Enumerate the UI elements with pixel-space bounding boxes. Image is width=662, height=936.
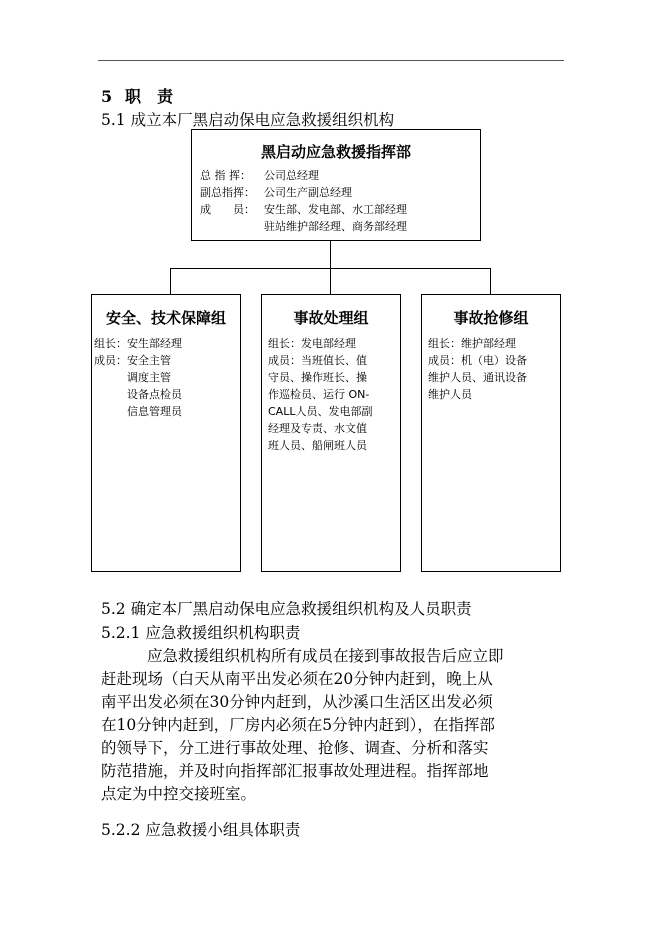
member-line: 班人员、船闸班人员 [268, 439, 367, 452]
group-title: 事故处理组 [293, 309, 369, 327]
member-line: 当班值长、值 [301, 354, 367, 367]
subsection-5-2-1: 5.2.1 应急救援组织机构职责 [101, 624, 301, 642]
member-line: 调度主管 [127, 371, 171, 384]
hq-row [200, 167, 407, 184]
leader-label: 组长： [94, 337, 127, 350]
members-row [94, 352, 182, 420]
member-line: 维护人员、通讯设备 [428, 371, 527, 384]
member-line: 设备点检员 [127, 388, 182, 401]
para-line: 点定为中控交接班室。 [101, 785, 257, 803]
para-line: 赶赴现场（白天从南平出发必须在20分钟内赶到，晚上从 [101, 670, 493, 688]
connector-right [490, 268, 491, 294]
subsection-5-1: 5.1 成立本厂黑启动保电应急救援组织机构 [101, 111, 395, 129]
subsection-5-2-2: 5.2.2 应急救援小组具体职责 [101, 821, 301, 839]
group-body [268, 335, 398, 454]
group-box-safety [91, 294, 241, 572]
hq-row [200, 184, 407, 201]
hq-value: 公司总经理 [264, 169, 319, 182]
hq-value: 安生部、发电部、水工部经理 [264, 203, 407, 216]
group-title: 安全、技术保障组 [105, 309, 226, 327]
members-label: 成员： [268, 354, 301, 367]
group-box-incident [261, 294, 401, 572]
members-label: 成员： [94, 354, 127, 367]
group-body [428, 335, 558, 403]
para-line: 防范措施，并及时向指挥部汇报事故处理进程。指挥部地 [101, 762, 489, 780]
connector-left [170, 268, 171, 294]
group-title: 事故抢修组 [453, 309, 529, 327]
members-label: 成员： [428, 354, 461, 367]
member-line: 维护人员 [428, 388, 472, 401]
member-line: 信息管理员 [127, 405, 182, 418]
hq-title: 黑启动应急救援指挥部 [260, 143, 411, 161]
leader-label: 组长： [268, 337, 301, 350]
member-line: 机（电）设备 [461, 354, 527, 367]
group-box-repair [421, 294, 561, 572]
member-line: 经理及专责、水文值 [268, 422, 367, 435]
member-line: 安全主管 [127, 354, 171, 367]
para-line: 的领导下，分工进行事故处理、抢修、调查、分析和落实 [101, 739, 489, 757]
leader-value: 安生部经理 [127, 337, 182, 350]
hq-box [191, 129, 481, 241]
para-line [101, 645, 549, 668]
members-block [428, 352, 558, 403]
responsibility-paragraph [101, 645, 549, 806]
hq-members [200, 167, 407, 235]
para-line-text: 应急救援组织机构所有成员在接到事故报告后应立即 [147, 647, 504, 665]
member-line: 守员、操作班长、操 [268, 371, 367, 384]
para-line: 南平出发必须在30分钟内赶到，从沙溪口生活区出发必须 [101, 693, 493, 711]
leader-row [94, 335, 182, 352]
hq-row [200, 218, 407, 235]
section-title: 职 责 [125, 87, 174, 106]
hq-label [200, 218, 264, 235]
leader-label: 组长： [428, 337, 461, 350]
para-line: 在10分钟内赶到，厂房内必须在5分钟内赶到），在指挥部 [101, 716, 495, 734]
members-list [127, 352, 182, 420]
hq-label: 总 指 挥： [200, 169, 251, 182]
hq-row [200, 201, 407, 218]
hq-value: 公司生产副总经理 [264, 186, 352, 199]
connector-middle [330, 268, 331, 294]
hq-label: 成 员： [200, 203, 255, 216]
hq-label: 副总指挥： [200, 186, 255, 199]
subsection-5-2: 5.2 确定本厂黑启动保电应急救援组织机构及人员职责 [101, 600, 472, 618]
member-line: CALL人员、发电部副 [268, 405, 373, 418]
members-block [268, 352, 398, 454]
leader-value: 发电部经理 [301, 337, 356, 350]
connector-vertical-main [330, 241, 331, 268]
section-number: 5 [101, 87, 113, 106]
hq-value: 驻站维护部经理、商务部经理 [264, 220, 407, 233]
group-body [94, 335, 182, 420]
member-line: 作巡检员、运行 ON- [268, 388, 370, 401]
leader-row [268, 335, 398, 352]
leader-value: 维护部经理 [461, 337, 516, 350]
leader-row [428, 335, 558, 352]
